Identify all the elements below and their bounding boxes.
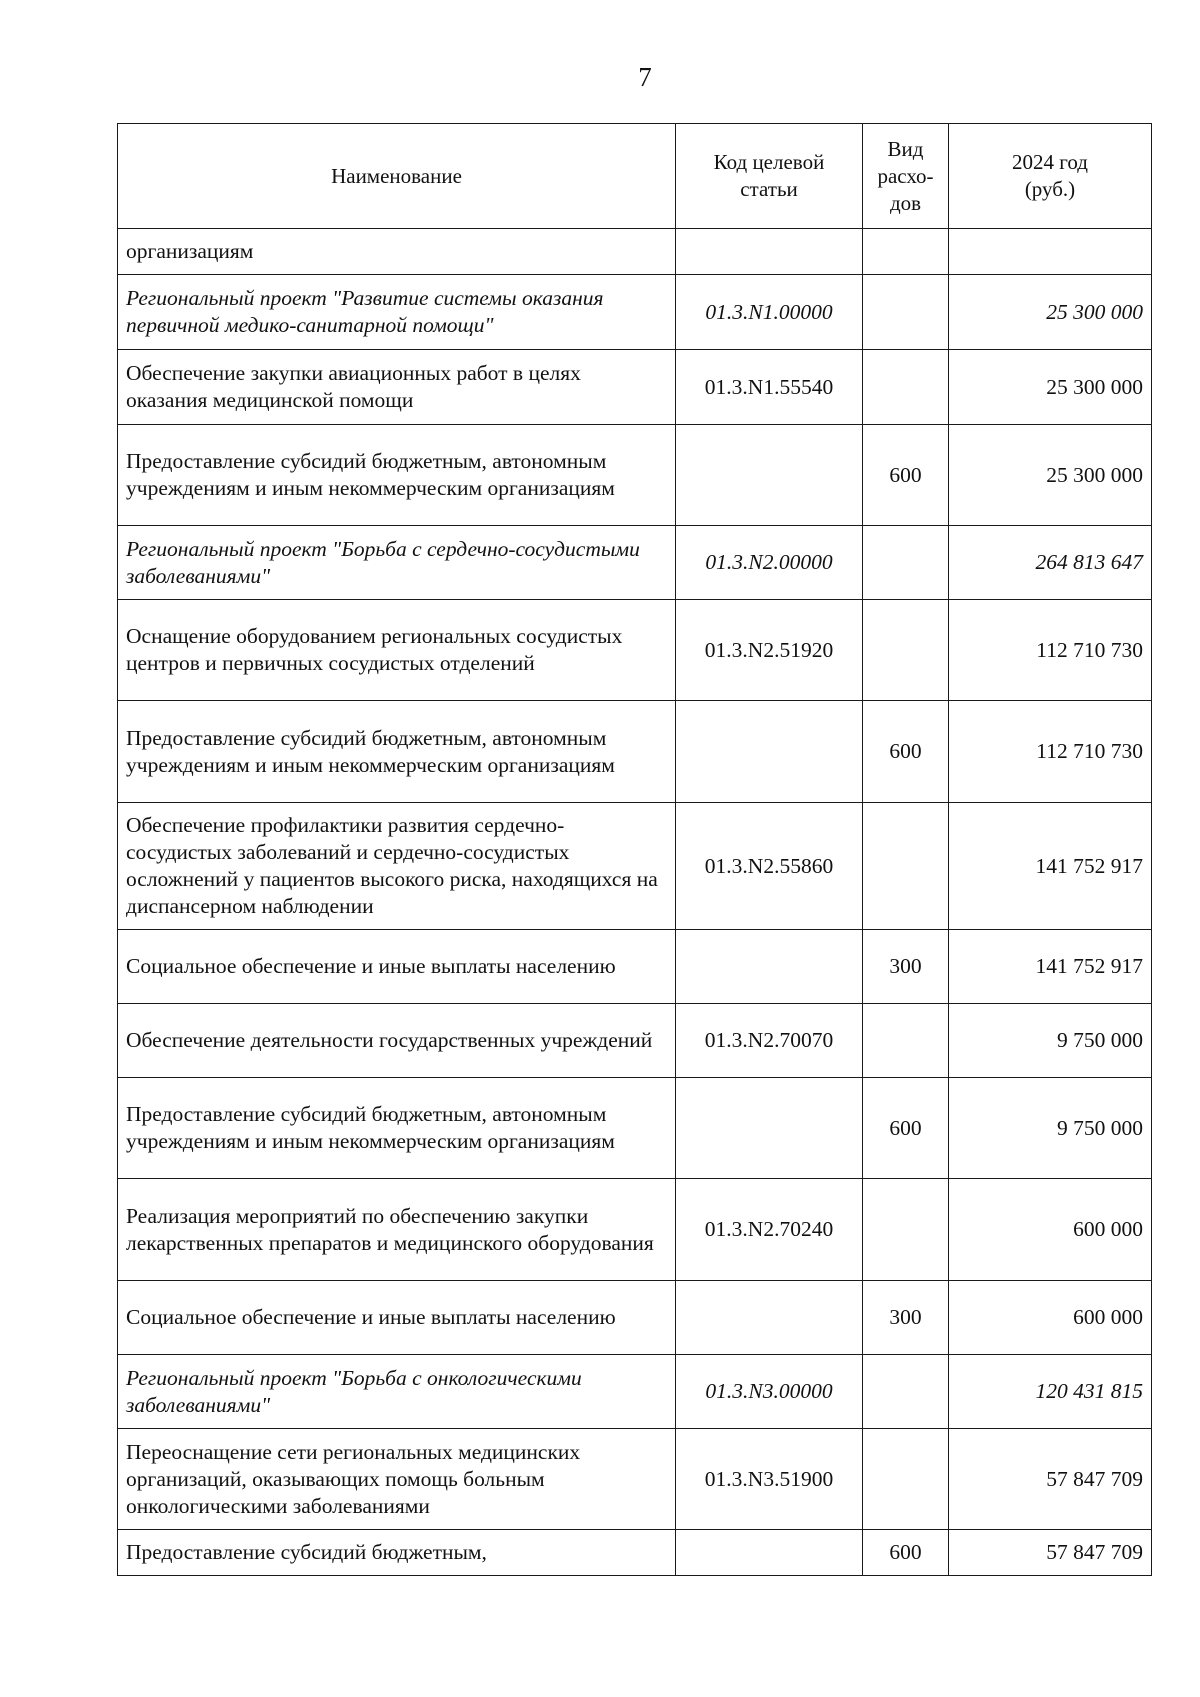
table-row-project	[118, 275, 1152, 350]
row-expense-type	[863, 526, 949, 600]
row-expense-type	[863, 1004, 949, 1078]
row-name: Предоставление субсидий бюджетным, автономным учреждениям и иным некоммерческим организациям	[118, 425, 676, 526]
row-name: Оснащение оборудованием региональных сосудистых центров и первичных сосудистых отделений	[118, 600, 676, 701]
row-code: 01.3.N2.70240	[676, 1179, 863, 1281]
header-code: Код целевой статьи	[676, 124, 863, 229]
row-amount: 600 000	[949, 1179, 1152, 1281]
page-number: 7	[638, 62, 652, 92]
row-code: 01.3.N2.51920	[676, 600, 863, 701]
header-name: Наименование	[118, 124, 676, 229]
table-row	[118, 1429, 1152, 1530]
row-name: Региональный проект "Борьба с онкологическими заболеваниями"	[118, 1355, 676, 1429]
row-expense-type	[863, 350, 949, 425]
row-expense-type	[863, 275, 949, 350]
table-row	[118, 350, 1152, 425]
table-row-project	[118, 526, 1152, 600]
row-amount: 25 300 000	[949, 350, 1152, 425]
table-row	[118, 1078, 1152, 1179]
table-row	[118, 425, 1152, 526]
row-amount: 141 752 917	[949, 930, 1152, 1004]
row-name: Региональный проект "Развитие системы оказания первичной медико-санитарной помощи"	[118, 275, 676, 350]
row-code	[676, 229, 863, 275]
row-amount: 600 000	[949, 1281, 1152, 1355]
row-code	[676, 1078, 863, 1179]
row-amount: 9 750 000	[949, 1004, 1152, 1078]
budget-table	[117, 123, 1152, 1576]
row-code: 01.3.N1.55540	[676, 350, 863, 425]
row-name: Обеспечение деятельности государственных учреждений	[118, 1004, 676, 1078]
row-amount: 25 300 000	[949, 425, 1152, 526]
row-expense-type	[863, 1429, 949, 1530]
table-row	[118, 1004, 1152, 1078]
row-expense-type	[863, 229, 949, 275]
row-code	[676, 701, 863, 803]
row-code: 01.3.N2.00000	[676, 526, 863, 600]
table-row	[118, 803, 1152, 930]
row-name: Реализация мероприятий по обеспечению закупки лекарственных препаратов и медицинского оборудования	[118, 1179, 676, 1281]
table-row	[118, 1530, 1152, 1576]
row-code: 01.3.N1.00000	[676, 275, 863, 350]
header-expense-type: Вид расхо- дов	[863, 124, 949, 229]
header-year-amount: 2024 год (руб.)	[949, 124, 1152, 229]
row-amount: 9 750 000	[949, 1078, 1152, 1179]
row-amount: 120 431 815	[949, 1355, 1152, 1429]
row-amount: 264 813 647	[949, 526, 1152, 600]
row-amount	[949, 229, 1152, 275]
row-code	[676, 425, 863, 526]
row-name: Обеспечение профилактики развития сердечно-сосудистых заболеваний и сердечно-сосудистых осложнений у пациентов высокого риска, находящихся на диспансерном наблюдении	[118, 803, 676, 930]
row-code	[676, 930, 863, 1004]
row-expense-type: 600	[863, 701, 949, 803]
row-expense-type: 300	[863, 1281, 949, 1355]
row-name: Предоставление субсидий бюджетным, автономным учреждениям и иным некоммерческим организациям	[118, 701, 676, 803]
table-row	[118, 600, 1152, 701]
row-code: 01.3.N3.00000	[676, 1355, 863, 1429]
table-row	[118, 930, 1152, 1004]
table-row-project	[118, 1355, 1152, 1429]
row-name: Обеспечение закупки авиационных работ в целях оказания медицинской помощи	[118, 350, 676, 425]
table-row	[118, 1179, 1152, 1281]
row-name: Переоснащение сети региональных медицинских организаций, оказывающих помощь больным онкологическими заболеваниями	[118, 1429, 676, 1530]
row-name: Социальное обеспечение и иные выплаты населению	[118, 930, 676, 1004]
row-code: 01.3.N2.70070	[676, 1004, 863, 1078]
row-amount: 57 847 709	[949, 1530, 1152, 1576]
row-expense-type: 300	[863, 930, 949, 1004]
table-row	[118, 701, 1152, 803]
row-expense-type	[863, 1355, 949, 1429]
row-amount: 141 752 917	[949, 803, 1152, 930]
row-expense-type	[863, 1179, 949, 1281]
row-name: Предоставление субсидий бюджетным, автономным учреждениям и иным некоммерческим организациям	[118, 1078, 676, 1179]
row-expense-type: 600	[863, 1530, 949, 1576]
row-amount: 25 300 000	[949, 275, 1152, 350]
row-expense-type: 600	[863, 1078, 949, 1179]
row-amount: 57 847 709	[949, 1429, 1152, 1530]
row-code	[676, 1281, 863, 1355]
table-row	[118, 1281, 1152, 1355]
row-expense-type	[863, 803, 949, 930]
row-name: организациям	[118, 229, 676, 275]
row-name: Региональный проект "Борьба с сердечно-сосудистыми заболеваниями"	[118, 526, 676, 600]
row-code	[676, 1530, 863, 1576]
row-name: Предоставление субсидий бюджетным,	[118, 1530, 676, 1576]
row-expense-type: 600	[863, 425, 949, 526]
row-expense-type	[863, 600, 949, 701]
row-name: Социальное обеспечение и иные выплаты населению	[118, 1281, 676, 1355]
row-amount: 112 710 730	[949, 701, 1152, 803]
table-header-row	[118, 124, 1152, 229]
row-code: 01.3.N2.55860	[676, 803, 863, 930]
row-code: 01.3.N3.51900	[676, 1429, 863, 1530]
table-row	[118, 229, 1152, 275]
row-amount: 112 710 730	[949, 600, 1152, 701]
